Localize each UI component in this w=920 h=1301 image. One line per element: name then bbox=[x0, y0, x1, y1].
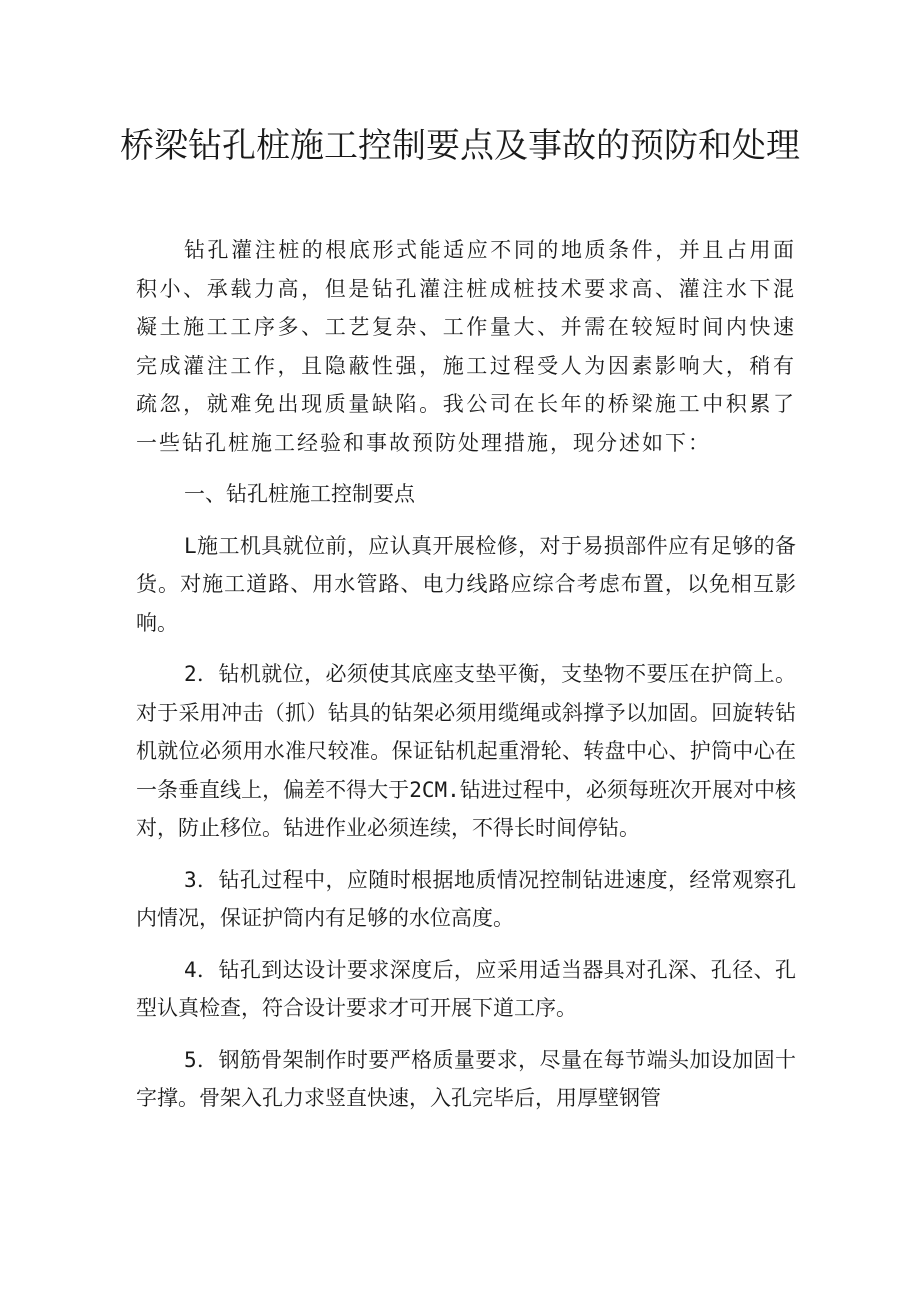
list-item-4: 4．钻孔到达设计要求深度后，应采用适当器具对孔深、孔径、孔型认真检查，符合设计要求才可开展下道工序。 bbox=[136, 957, 796, 1020]
list-item-1: L施工机具就位前，应认真开展检修，对于易损部件应有足够的备货。对施工道路、用水管路、电力线路应综合考虑布置，以免相互影响。 bbox=[136, 533, 796, 635]
list-item-5: 5．钢筋骨架制作时要严格质量要求，尽量在每节端头加设加固十字撑。骨架入孔力求竖直快速，入孔完毕后，用厚壁钢管 bbox=[136, 1047, 796, 1110]
document-title: 桥梁钻孔桩施工控制要点及事故的预防和处理 bbox=[120, 126, 800, 166]
intro-paragraph: 钻孔灌注桩的根底形式能适应不同的地质条件，并且占用面积小、承载力高，但是钻孔灌注桩成桩技术要求高、灌注水下混凝土施工工序多、工艺复杂、工作量大、并需在较短时间内快速完成灌注工作，且隐蔽性强，施工过程受人为因素影响大，稍有疏忽，就难免出现质量缺陷。我公司在长年的桥梁施工中积累了一些钻孔桩施工经验和事故预防处理措施，现分述如下： bbox=[136, 238, 796, 455]
list-item-2: 2．钻机就位，必须使其底座支垫平衡，支垫物不要压在护筒上。对于采用冲击（抓）钻具的钻架必须用缆绳或斜撑予以加固。回旋转钻机就位必须用水准尺较准。保证钻机起重滑轮、转盘中心、护筒中心在一条垂直线上，偏差不得大于2CM.钻进过程中，必须每班次开展对中核对，防止移位。钻进作业必须连续，不得长时间停钻。 bbox=[136, 662, 796, 840]
list-item-3: 3．钻孔过程中，应随时根据地质情况控制钻进速度，经常观察孔内情况，保证护筒内有足够的水位高度。 bbox=[136, 867, 796, 930]
section-heading: 一、钻孔桩施工控制要点 bbox=[184, 482, 415, 506]
document-body bbox=[136, 231, 796, 1131]
